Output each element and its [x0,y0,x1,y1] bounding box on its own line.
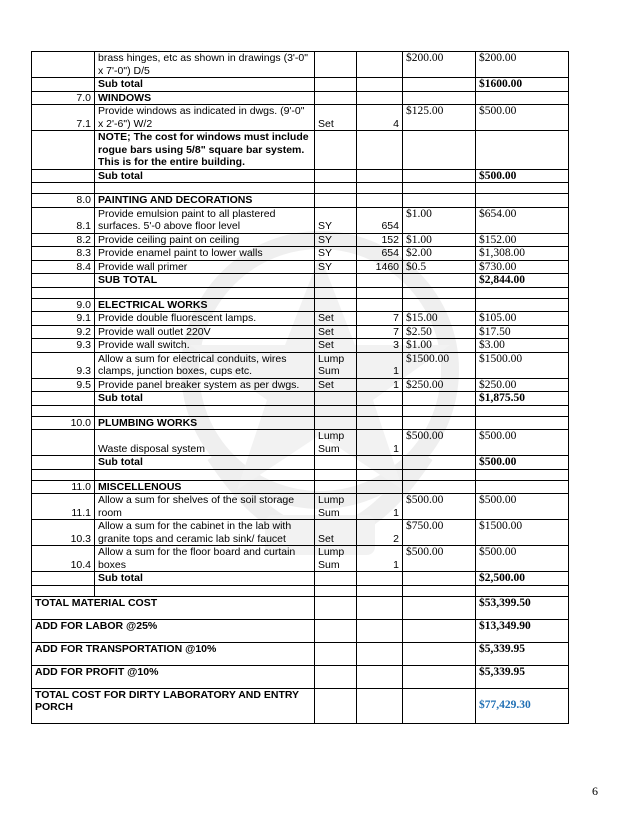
item-rate: $125.00 [403,105,476,131]
item-unit: Set [315,378,357,392]
item-description: Provide ceiling paint on ceiling [95,233,315,247]
subtotal-row [32,274,569,288]
subtotal-amount: $1600.00 [476,78,569,92]
item-quantity: 1 [357,352,403,378]
subtotal-label: Sub total [95,572,315,586]
item-unit: Set [315,520,357,546]
item-unit: SY [315,260,357,274]
item-number [32,52,95,78]
table-row [32,312,569,326]
table-row [32,378,569,392]
item-number: 10.4 [32,546,95,572]
subtotal-label: SUB TOTAL [95,274,315,288]
item-quantity: 654 [357,207,403,233]
section-title: ELECTRICAL WORKS [95,298,315,312]
item-unit: Set [315,105,357,131]
item-unit: SY [315,247,357,261]
summary-row [32,596,569,619]
item-number: 9.2 [32,325,95,339]
item-total: $730.00 [476,260,569,274]
table-row [32,546,569,572]
section-number: 10.0 [32,416,95,430]
labor-amount: $13,349.90 [476,619,569,642]
total-material-label: TOTAL MATERIAL COST [32,596,315,619]
item-total: $152.00 [476,233,569,247]
item-description: Provide emulsion paint to all plastered surfaces. 5'-0 above floor level [95,207,315,233]
item-rate: $1500.00 [403,352,476,378]
item-description: Waste disposal system [95,430,315,456]
profit-label: ADD FOR PROFIT @10% [32,665,315,688]
item-number: 9.5 [32,378,95,392]
item-number: 8.2 [32,233,95,247]
item-number: 10.3 [32,520,95,546]
item-description: Provide wall primer [95,260,315,274]
item-unit [315,52,357,78]
item-total: $250.00 [476,378,569,392]
spacer-row [32,405,569,416]
item-total: $1500.00 [476,352,569,378]
summary-row [32,642,569,665]
subtotal-row [32,572,569,586]
table-row [32,339,569,353]
item-description: Allow a sum for electrical conduits, wires clamps, junction boxes, cups etc. [95,352,315,378]
section-number: 8.0 [32,194,95,208]
table-row [32,520,569,546]
summary-row [32,619,569,642]
section-number: 11.0 [32,480,95,494]
item-unit: Lump Sum [315,352,357,378]
item-quantity: 3 [357,339,403,353]
item-quantity: 654 [357,247,403,261]
item-description: Provide windows as indicated in dwgs. (9'-0" x 2'-6") W/2 [95,105,315,131]
total-material-amount: $53,399.50 [476,596,569,619]
item-quantity: 152 [357,233,403,247]
section-header-row [32,480,569,494]
item-total: $500.00 [476,430,569,456]
item-unit: SY [315,207,357,233]
note-row [32,131,569,170]
item-rate: $500.00 [403,494,476,520]
item-total: $500.00 [476,105,569,131]
item-rate: $200.00 [403,52,476,78]
item-rate: $1.00 [403,339,476,353]
item-description: Provide wall switch. [95,339,315,353]
item-rate: $750.00 [403,520,476,546]
table-row [32,352,569,378]
summary-row [32,665,569,688]
item-total: $500.00 [476,546,569,572]
item-total: $3.00 [476,339,569,353]
item-description: Provide double fluorescent lamps. [95,312,315,326]
item-rate: $2.00 [403,247,476,261]
grand-total-label: TOTAL COST FOR DIRTY LABORATORY AND ENTRY PORCH [32,688,315,723]
spacer-row [32,469,569,480]
subtotal-label: Sub total [95,78,315,92]
subtotal-label: Sub total [95,169,315,183]
table-row [32,325,569,339]
item-quantity: 1 [357,378,403,392]
item-total: $105.00 [476,312,569,326]
item-rate: $0.5 [403,260,476,274]
item-rate: $500.00 [403,546,476,572]
page-number: 6 [592,784,598,798]
item-rate: $15.00 [403,312,476,326]
subtotal-label: Sub total [95,392,315,406]
subtotal-row [32,392,569,406]
subtotal-row [32,456,569,470]
transportation-label: ADD FOR TRANSPORTATION @10% [32,642,315,665]
item-total: $500.00 [476,494,569,520]
item-rate: $250.00 [403,378,476,392]
item-number: 8.4 [32,260,95,274]
item-total: $1,308.00 [476,247,569,261]
section-header-row [32,416,569,430]
spacer-row [32,183,569,194]
item-rate: $500.00 [403,430,476,456]
item-number: 8.3 [32,247,95,261]
section-number: 9.0 [32,298,95,312]
item-quantity: 1 [357,494,403,520]
item-number: 11.1 [32,494,95,520]
item-number: 9.3 [32,339,95,353]
item-description: Allow a sum for the cabinet in the lab with granite tops and ceramic lab sink/ faucet [95,520,315,546]
item-quantity: 1460 [357,260,403,274]
grand-total-amount: $77,429.30 [476,688,569,723]
subtotal-row [32,78,569,92]
item-total: $200.00 [476,52,569,78]
grand-total-row [32,688,569,723]
section-title: WINDOWS [95,91,315,105]
item-total: $17.50 [476,325,569,339]
item-unit: Set [315,325,357,339]
table-row [32,105,569,131]
bill-of-quantities-table [31,51,569,724]
item-description: Provide panel breaker system as per dwgs. [95,378,315,392]
item-quantity [357,52,403,78]
subtotal-amount: $500.00 [476,456,569,470]
item-unit: Set [315,312,357,326]
note-text: NOTE; The cost for windows must include rogue bars using 5/8" square bar system. This is for the entire building. [95,131,315,170]
section-header-row [32,91,569,105]
labor-label: ADD FOR LABOR @25% [32,619,315,642]
item-number [32,430,95,456]
table-row [32,233,569,247]
section-title: PLUMBING WORKS [95,416,315,430]
item-unit: Lump Sum [315,430,357,456]
item-description: Allow a sum for shelves of the soil storage room [95,494,315,520]
item-unit: Set [315,339,357,353]
section-title: PAINTING AND DECORATIONS [95,194,315,208]
item-description: Allow a sum for the floor board and curtain boxes [95,546,315,572]
item-quantity: 1 [357,430,403,456]
subtotal-amount: $1,875.50 [476,392,569,406]
item-quantity: 7 [357,325,403,339]
table-row [32,247,569,261]
item-rate: $1.00 [403,207,476,233]
item-unit: SY [315,233,357,247]
table-row [32,52,569,78]
subtotal-row [32,169,569,183]
section-header-row [32,298,569,312]
table-row [32,260,569,274]
item-number: 9.1 [32,312,95,326]
subtotal-amount: $2,500.00 [476,572,569,586]
table-row [32,207,569,233]
item-rate: $2.50 [403,325,476,339]
item-quantity: 7 [357,312,403,326]
item-number: 8.1 [32,207,95,233]
item-quantity: 4 [357,105,403,131]
section-header-row [32,194,569,208]
item-number: 9.3 [32,352,95,378]
item-quantity: 2 [357,520,403,546]
table-row [32,494,569,520]
item-total: $654.00 [476,207,569,233]
item-unit: Lump Sum [315,494,357,520]
transportation-amount: $5,339.95 [476,642,569,665]
profit-amount: $5,339.95 [476,665,569,688]
item-unit: Lump Sum [315,546,357,572]
item-description: brass hinges, etc as shown in drawings (3'-0" x 7'-0") D/5 [95,52,315,78]
item-number: 7.1 [32,105,95,131]
subtotal-amount: $500.00 [476,169,569,183]
spacer-row [32,585,569,596]
item-rate: $1.00 [403,233,476,247]
spacer-row [32,287,569,298]
item-description: Provide enamel paint to lower walls [95,247,315,261]
section-number: 7.0 [32,91,95,105]
subtotal-label: Sub total [95,456,315,470]
item-description: Provide wall outlet 220V [95,325,315,339]
subtotal-amount: $2,844.00 [476,274,569,288]
section-title: MISCELLENOUS [95,480,315,494]
item-total: $1500.00 [476,520,569,546]
item-quantity: 1 [357,546,403,572]
table-row [32,430,569,456]
